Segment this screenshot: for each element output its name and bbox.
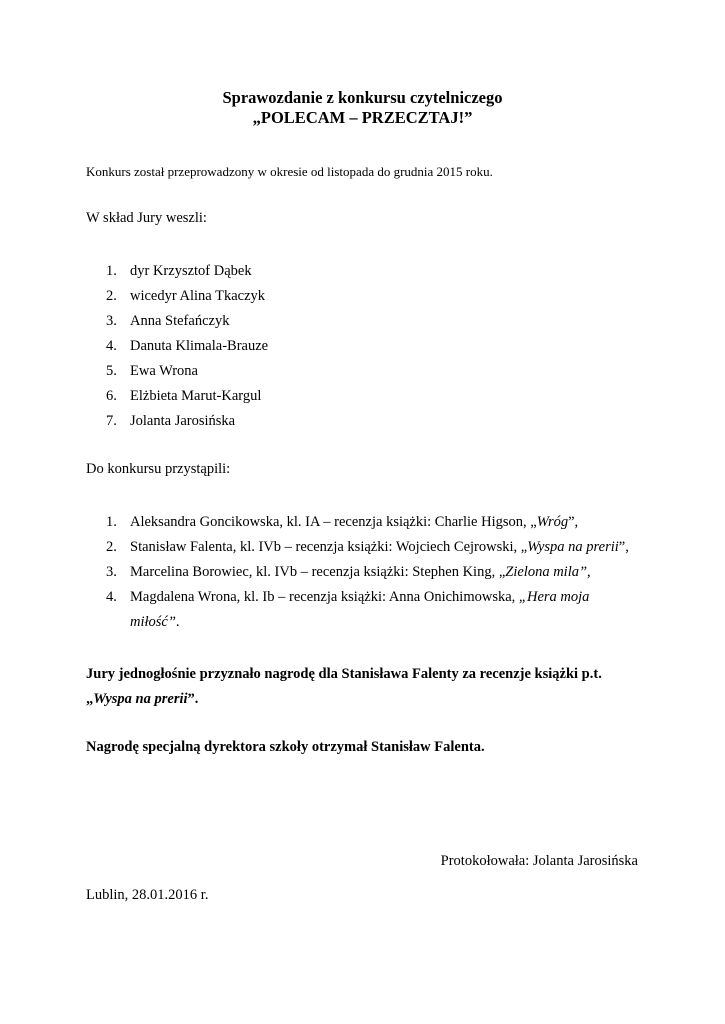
intro-paragraph: Konkurs został przeprowadzony w okresie od listopada do grudnia 2015 roku. bbox=[86, 164, 493, 179]
participant-text: Marcelina Borowiec, kl. IVb – recenzja książki: Stephen King, „ bbox=[130, 564, 506, 580]
list-number: 1. bbox=[106, 263, 117, 279]
jury-member-name: Danuta Klimala-Brauze bbox=[130, 338, 269, 354]
jury-member bbox=[86, 359, 268, 384]
award-open-quote: „ bbox=[86, 691, 94, 707]
list-number: 3. bbox=[106, 564, 117, 580]
book-title: „Hera moja bbox=[518, 589, 590, 605]
book-title-continued: miłość” bbox=[130, 614, 176, 630]
participants-list bbox=[86, 510, 630, 635]
award-line-1: Jury jednogłośnie przyznało nagrodę dla Stanisława Falenty za recenzje książki p.t. bbox=[86, 666, 602, 682]
jury-member bbox=[86, 259, 268, 284]
award-close: ”. bbox=[187, 691, 199, 707]
jury-member bbox=[86, 384, 268, 409]
jury-member-name: wicedyr Alina Tkaczyk bbox=[130, 288, 266, 304]
participant-item bbox=[86, 585, 630, 635]
list-number: 4. bbox=[106, 338, 117, 354]
list-number: 6. bbox=[106, 388, 117, 404]
list-number: 3. bbox=[106, 313, 117, 329]
jury-member-name: Jolanta Jarosińska bbox=[130, 413, 236, 429]
award-book-title: Wyspa na prerii bbox=[93, 691, 188, 707]
participant-text-end: . bbox=[175, 614, 180, 630]
jury-heading: W skład Jury weszli: bbox=[86, 210, 207, 226]
award-statement bbox=[86, 662, 602, 712]
document-title bbox=[0, 88, 725, 128]
list-number: 7. bbox=[106, 413, 117, 429]
book-title: Zielona mila” bbox=[505, 564, 588, 580]
list-number: 4. bbox=[106, 589, 117, 605]
list-number: 1. bbox=[106, 514, 117, 530]
jury-member bbox=[86, 334, 268, 359]
jury-member bbox=[86, 309, 268, 334]
list-number: 5. bbox=[106, 363, 117, 379]
jury-member-name: Elżbieta Marut-Kargul bbox=[130, 388, 262, 404]
list-number: 2. bbox=[106, 539, 117, 555]
jury-member bbox=[86, 284, 268, 309]
list-number: 2. bbox=[106, 288, 117, 304]
participant-item bbox=[86, 560, 630, 585]
participant-text-end: ”, bbox=[618, 539, 629, 555]
participant-item bbox=[86, 535, 630, 560]
signature-line: Protokołowała: Jolanta Jarosińska bbox=[440, 853, 638, 869]
jury-list bbox=[86, 259, 268, 434]
participants-heading: Do konkursu przystąpili: bbox=[86, 461, 231, 477]
jury-member-name: Anna Stefańczyk bbox=[130, 313, 230, 329]
jury-member-name: dyr Krzysztof Dąbek bbox=[130, 263, 252, 279]
book-title: Wróg bbox=[536, 514, 569, 530]
date-line: Lublin, 28.01.2016 r. bbox=[86, 887, 209, 903]
participant-text: Aleksandra Goncikowska, kl. IA – recenzja książki: Charlie Higson, „ bbox=[130, 514, 537, 530]
participant-text-end: ”, bbox=[568, 514, 579, 530]
jury-member-name: Ewa Wrona bbox=[130, 363, 198, 379]
special-award-statement: Nagrodę specjalną dyrektora szkoły otrzymał Stanisław Falenta. bbox=[86, 739, 485, 755]
participant-item bbox=[86, 510, 630, 535]
jury-member bbox=[86, 409, 268, 434]
award-line-2 bbox=[86, 687, 602, 712]
participant-text: Magdalena Wrona, kl. Ib – recenzja książki: Anna Onichimowska, bbox=[130, 589, 519, 605]
participant-text: Stanisław Falenta, kl. IVb – recenzja książki: Wojciech Cejrowski, „ bbox=[130, 539, 528, 555]
title-line-1: Sprawozdanie z konkursu czytelniczego bbox=[222, 88, 503, 107]
book-title: Wyspa na prerii bbox=[527, 539, 619, 555]
title-line-2: „POLECAM – PRZECZTAJ!” bbox=[252, 108, 473, 127]
participant-text-end: , bbox=[587, 564, 591, 580]
